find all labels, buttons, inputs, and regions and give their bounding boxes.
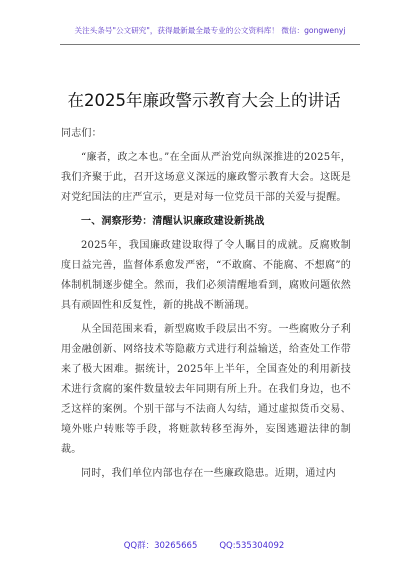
section-heading-1: 一、洞察形势：清醒认识廉政建设新挑战 (81, 216, 265, 227)
paragraph-achievements: 2025年，我国廉政建设取得了令人瞩目的成就。反腐败制度日益完善，监督体系愈发严密，“不敢腐、不能腐、不想腐”的体制机制逐步健全。然而，我们必须清醒地看到，腐败问题依然具有顽固性和反复性，新的挑战不断涌现。 (61, 240, 351, 311)
paragraph-new-corruption: 从全国范围来看，新型腐败手段层出不穷。一些腐败分子利用金融创新、网络技术等隐蔽方式进行利益输送，给查处工作带来了极大困难。据统计，2025年上半年，全国查处的利用新技术进行贪腐的案件数量较去年同期有所上升。在我们身边，也不乏这样的案例。个别干部与不法商人勾结，通过虚拟货币交易、境外账户转账等手段，将赃款转移至海外，妄图逃避法律的制裁。 (61, 324, 351, 455)
header-divider (60, 44, 360, 45)
page-header-banner: 关注头条号"公文研究"，获得最新最全最专业的公文资料库！ 微信：gongwenyj (74, 26, 346, 35)
paragraph-internal-risks: 同时，我们单位内部也存在一些廉政隐患。近期，通过内 (81, 468, 336, 479)
document-body (61, 124, 351, 488)
qq-number: QQ:535304092 (219, 541, 285, 551)
qq-group-number: QQ群：30265665 (123, 541, 198, 551)
page-footer (0, 539, 408, 551)
paragraph-intro: “廉者，政之本也。”在全面从严治党向纵深推进的2025年，我们齐聚于此，召开这场意义深远的廉政警示教育大会。这既是对党纪国法的庄严宣示，更是对每一位党员干部的关爱与提醒。 (61, 152, 351, 203)
document-title: 在2025年廉政警示教育大会上的讲话 (67, 91, 341, 111)
salutation: 同志们： (61, 128, 102, 139)
